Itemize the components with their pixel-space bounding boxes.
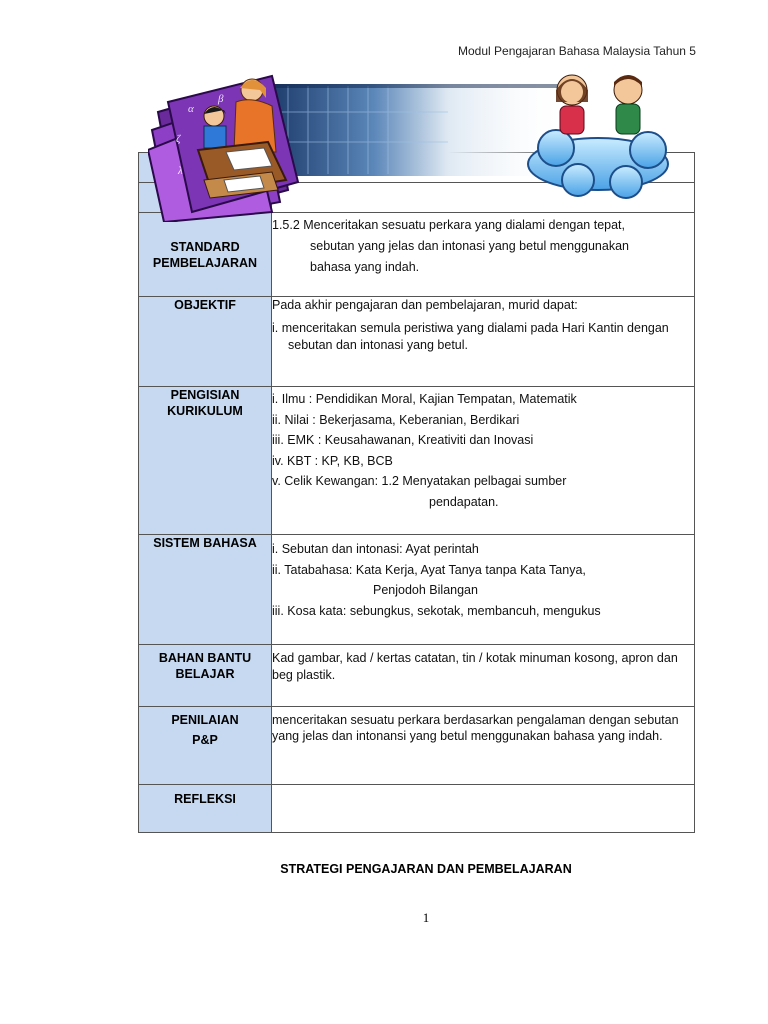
table-row-penilaian	[139, 707, 695, 785]
sistem-line-3: Penjodoh Bilangan	[373, 583, 478, 597]
refleksi-content	[272, 785, 695, 833]
lesson-plan-table	[138, 152, 695, 833]
pengisian-line-5: v. Celik Kewangan: 1.2 Menyatakan pelbagai sumber	[272, 474, 567, 488]
standard-label: STANDARD PEMBELAJARAN	[139, 213, 272, 297]
table-row-refleksi	[139, 785, 695, 833]
blue-band-graphic	[268, 84, 568, 176]
pengisian-line-1: i. Ilmu : Pendidikan Moral, Kajian Tempatan, Matematik	[272, 392, 577, 406]
sistem-bahasa-label: SISTEM BAHASA	[139, 535, 272, 645]
sistem-line-4: iii. Kosa kata: sebungkus, sekotak, membancuh, mengukus	[272, 603, 601, 618]
penilaian-content: menceritakan sesuatu perkara berdasarkan pengalaman dengan sebutan yang jelas dan intonansi yang betul menggunakan bahasa yang indah.	[272, 707, 695, 785]
penilaian-label	[139, 707, 272, 785]
table-row-bahan	[139, 645, 695, 707]
svg-text:λ: λ	[178, 165, 183, 177]
sistem-bahasa-content	[272, 535, 695, 645]
pengisian-line-2: ii. Nilai : Bekerjasama, Keberanian, Berdikari	[272, 412, 520, 427]
sistem-line-1: i. Sebutan dan intonasi: Ayat perintah	[272, 542, 479, 556]
header-title: Modul Pengajaran Bahasa Malaysia Tahun 5	[458, 44, 696, 58]
pengisian-content	[272, 387, 695, 535]
bahan-label: BAHAN BANTU BELAJAR	[139, 645, 272, 707]
pengisian-label: PENGISIAN KURIKULUM	[139, 387, 272, 535]
pengisian-line-3: iii. EMK : Keusahawanan, Kreativiti dan Inovasi	[272, 433, 534, 447]
strategy-heading: STRATEGI PENGAJARAN DAN PEMBELAJARAN	[280, 862, 572, 876]
svg-text:β: β	[218, 93, 224, 105]
teacher-student-illustration	[148, 76, 298, 222]
objektif-intro: Pada akhir pengajaran dan pembelajaran, murid dapat:	[272, 298, 578, 312]
header-banner-illustration	[148, 72, 696, 222]
table-row-sistem-bahasa	[139, 535, 695, 645]
table-row-standard	[139, 213, 695, 297]
page-number: 1	[422, 910, 430, 925]
table-row-objektif	[139, 297, 695, 387]
table-row-pengisian	[139, 387, 695, 535]
standard-line-3: bahasa yang indah.	[310, 260, 420, 274]
penilaian-label-1: PENILAIAN	[171, 713, 239, 727]
pengisian-line-6: pendapatan.	[429, 494, 499, 509]
objektif-content	[272, 297, 695, 387]
penilaian-label-2: P&P	[192, 733, 218, 747]
standard-content	[272, 213, 695, 297]
sistem-line-2: ii. Tatabahasa: Kata Kerja, Ayat Tanya tanpa Kata Tanya,	[272, 562, 586, 577]
pengisian-line-4: iv. KBT : KP, KB, BCB	[272, 453, 393, 468]
standard-line-1: 1.5.2 Menceritakan sesuatu perkara yang dialami dengan tepat,	[272, 218, 626, 232]
standard-line-2: sebutan yang jelas dan intonasi yang betul menggunakan	[310, 239, 629, 253]
objektif-item: i. menceritakan semula peristiwa yang dialami pada Hari Kantin dengan sebutan dan intonasi yang betul.	[272, 321, 669, 352]
bahan-content: Kad gambar, kad / kertas catatan, tin / kotak minuman kosong, apron dan beg plastik.	[272, 645, 695, 707]
objektif-label: OBJEKTIF	[139, 297, 272, 387]
svg-text:ζ: ζ	[176, 133, 181, 145]
svg-text:α: α	[188, 103, 194, 115]
refleksi-label: REFLEKSI	[139, 785, 272, 833]
